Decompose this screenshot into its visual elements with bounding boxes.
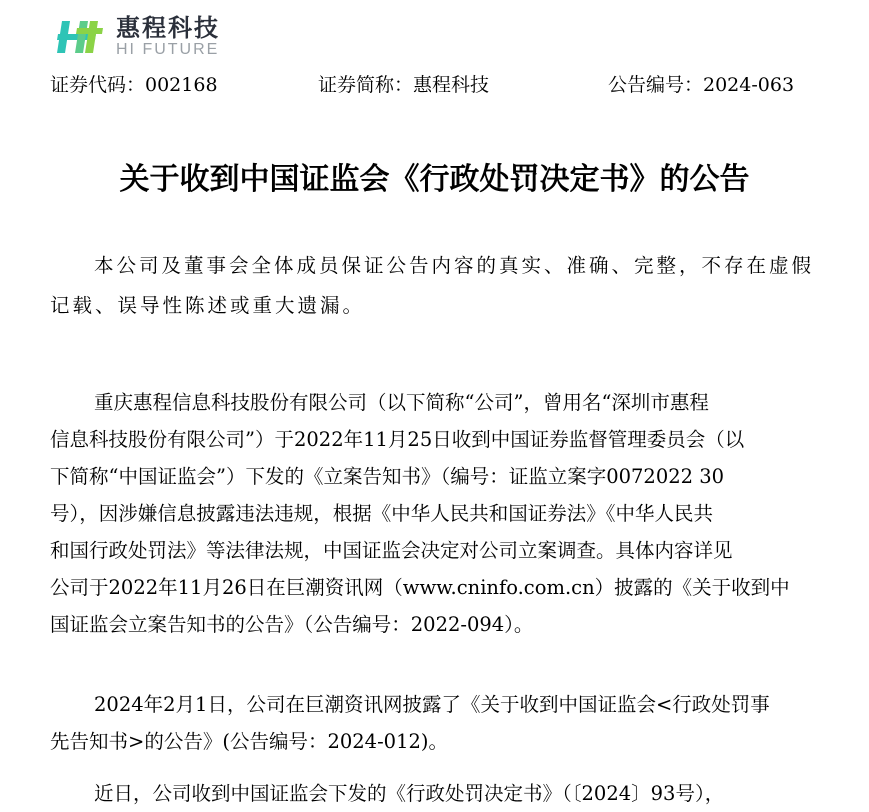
security-abbreviation: 证券简称：惠程科技 xyxy=(318,74,490,96)
security-info-line xyxy=(50,71,810,99)
logo-name-en: HI FUTURE xyxy=(116,41,220,58)
logo-name-cn: 惠程科技 xyxy=(116,14,220,42)
paragraph-prior-notice xyxy=(50,686,830,760)
security-code: 证券代码：002168 xyxy=(50,74,218,96)
page-title: 关于收到中国证监会《行政处罚决定书》的公告 xyxy=(119,162,750,197)
paragraph-line: 下简称“中国证监会”）下发的《立案告知书》（编号：证监立案字0072022 30 xyxy=(50,465,725,488)
paragraph-decision-received xyxy=(50,775,830,812)
board-declaration xyxy=(50,246,830,326)
paragraph-line: 号），因涉嫌信息披露违法违规，根据《中华人民共和国证券法》《中华人民共 xyxy=(50,502,714,525)
hi-future-logo-icon xyxy=(56,17,104,57)
paragraph-line: 和国行政处罚法》等法律法规，中国证监会决定对公司立案调查。具体内容详见 xyxy=(50,539,733,562)
company-logo xyxy=(56,14,220,60)
paragraph-line: 公司于2022年11月26日在巨潮资讯网（www.cninfo.com.cn）披露的《关于收到中 xyxy=(50,576,790,599)
paragraph-line: 信息科技股份有限公司”）于2022年11月25日收到中国证券监督管理委员会（以 xyxy=(50,428,745,451)
declaration-line: 本公司及董事会全体成员保证公告内容的真实、准确、完整，不存在虚假 xyxy=(94,254,815,277)
paragraph-line: 2024年2月1日，公司在巨潮资讯网披露了《关于收到中国证监会<行政处罚事 xyxy=(94,693,770,716)
paragraph-line: 近日，公司收到中国证监会下发的《行政处罚决定书》（〔2024〕93号）， xyxy=(94,782,725,805)
paragraph-line: 重庆惠程信息科技股份有限公司（以下简称“公司”，曾用名“深圳市惠程 xyxy=(94,391,709,414)
paragraph-line: 先告知书>的公告》(公告编号：2024-012)。 xyxy=(50,730,448,753)
paragraph-case-filing xyxy=(50,384,830,643)
notice-number: 公告编号：2024-063 xyxy=(608,74,795,96)
paragraph-line: 国证监会立案告知书的公告》（公告编号：2022-094）。 xyxy=(50,613,534,636)
declaration-line: 记载、误导性陈述或重大遗漏。 xyxy=(50,294,366,317)
